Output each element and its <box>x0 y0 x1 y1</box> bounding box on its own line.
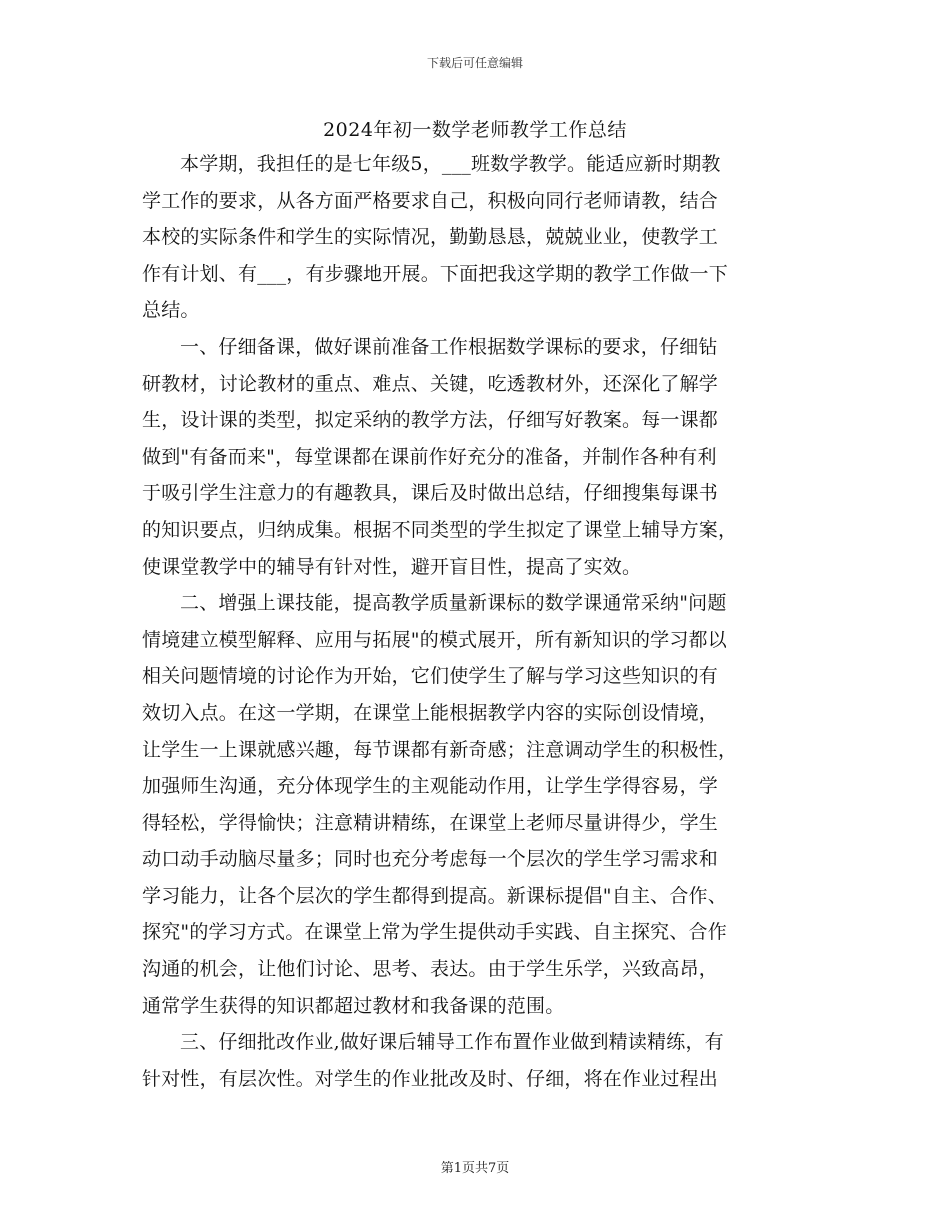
paragraph-line: 沟通的机会，让他们讨论、思考、表达。由于学生乐学，兴致高昂， <box>142 958 719 981</box>
paragraph-line: 探究"的学习方式。在课堂上常为学生提供动手实践、自主探究、合作 <box>142 921 727 944</box>
paragraph-line: 的知识要点，归纳成集。根据不同类型的学生拟定了课堂上辅导方案， <box>142 518 738 541</box>
page-header-note: 下载后可任意编辑 <box>426 56 523 70</box>
paragraph-line: 通常学生获得的知识都超过教材和我备课的范围。 <box>142 994 565 1017</box>
paragraph-line: 做到"有备而来"，每堂课都在课前作好充分的准备，并制作各种有利 <box>142 445 717 468</box>
paragraph-line: 三、仔细批改作业,做好课后辅导工作布置作业做到精读精练，有 <box>180 1031 724 1054</box>
paragraph-line: 研教材，讨论教材的重点、难点、关键，吃透教材外，还深化了解学 <box>142 372 719 395</box>
page-number: 第1页共7页 <box>440 1161 510 1176</box>
paragraph-line: 于吸引学生注意力的有趣教具，课后及时做出总结，仔细搜集每课书 <box>142 482 719 505</box>
paragraph-line: 学工作的要求，从各方面严格要求自己，积极向同行老师请教，结合 <box>142 189 719 212</box>
paragraph-line: 本学期，我担任的是七年级5，___班数学教学。能适应新时期教 <box>180 153 721 175</box>
paragraph-line: 使课堂教学中的辅导有针对性，避开盲目性，提高了实效。 <box>142 555 642 578</box>
paragraph-line: 针对性，有层次性。对学生的作业批改及时、仔细，将在作业过程出 <box>142 1067 719 1090</box>
paragraph-line: 生，设计课的类型，拟定采纳的教学方法，仔细写好教案。每一课都 <box>142 409 719 432</box>
paragraph-line: 一、仔细备课，做好课前准备工作根据数学课标的要求，仔细钻 <box>180 335 718 358</box>
document-title: 2024年初一数学老师教学工作总结 <box>323 119 627 141</box>
paragraph-line: 效切入点。在这一学期，在课堂上能根据教学内容的实际创设情境， <box>142 701 719 724</box>
paragraph-line: 加强师生沟通，充分体现学生的主观能动作用，让学生学得容易，学 <box>142 775 719 798</box>
paragraph-line: 动口动手动脑尽量多；同时也充分考虑每一个层次的学生学习需求和 <box>142 848 719 871</box>
paragraph-line: 情境建立模型解释、应用与拓展"的模式展开，所有新知识的学习都以 <box>142 628 727 651</box>
paragraph-line: 得轻松，学得愉快；注意精讲精练，在课堂上老师尽量讲得少，学生 <box>142 811 719 834</box>
paragraph-line: 作有计划、有___，有步骤地开展。下面把我这学期的教学工作做一下 <box>142 262 728 285</box>
paragraph-line: 本校的实际条件和学生的实际情况，勤勤恳恳，兢兢业业，使教学工 <box>142 226 719 249</box>
paragraph-line: 二、增强上课技能，提高教学质量新课标的数学课通常采纳"问题 <box>180 592 727 615</box>
paragraph-line: 学习能力，让各个层次的学生都得到提高。新课标提倡"自主、合作、 <box>142 884 727 907</box>
paragraph-line: 让学生一上课就感兴趣，每节课都有新奇感；注意调动学生的积极性， <box>142 738 738 761</box>
paragraph-line: 相关问题情境的讨论作为开始，它们使学生了解与学习这些知识的有 <box>142 665 719 688</box>
document-body <box>142 146 817 1097</box>
paragraph-line: 总结。 <box>142 299 200 322</box>
